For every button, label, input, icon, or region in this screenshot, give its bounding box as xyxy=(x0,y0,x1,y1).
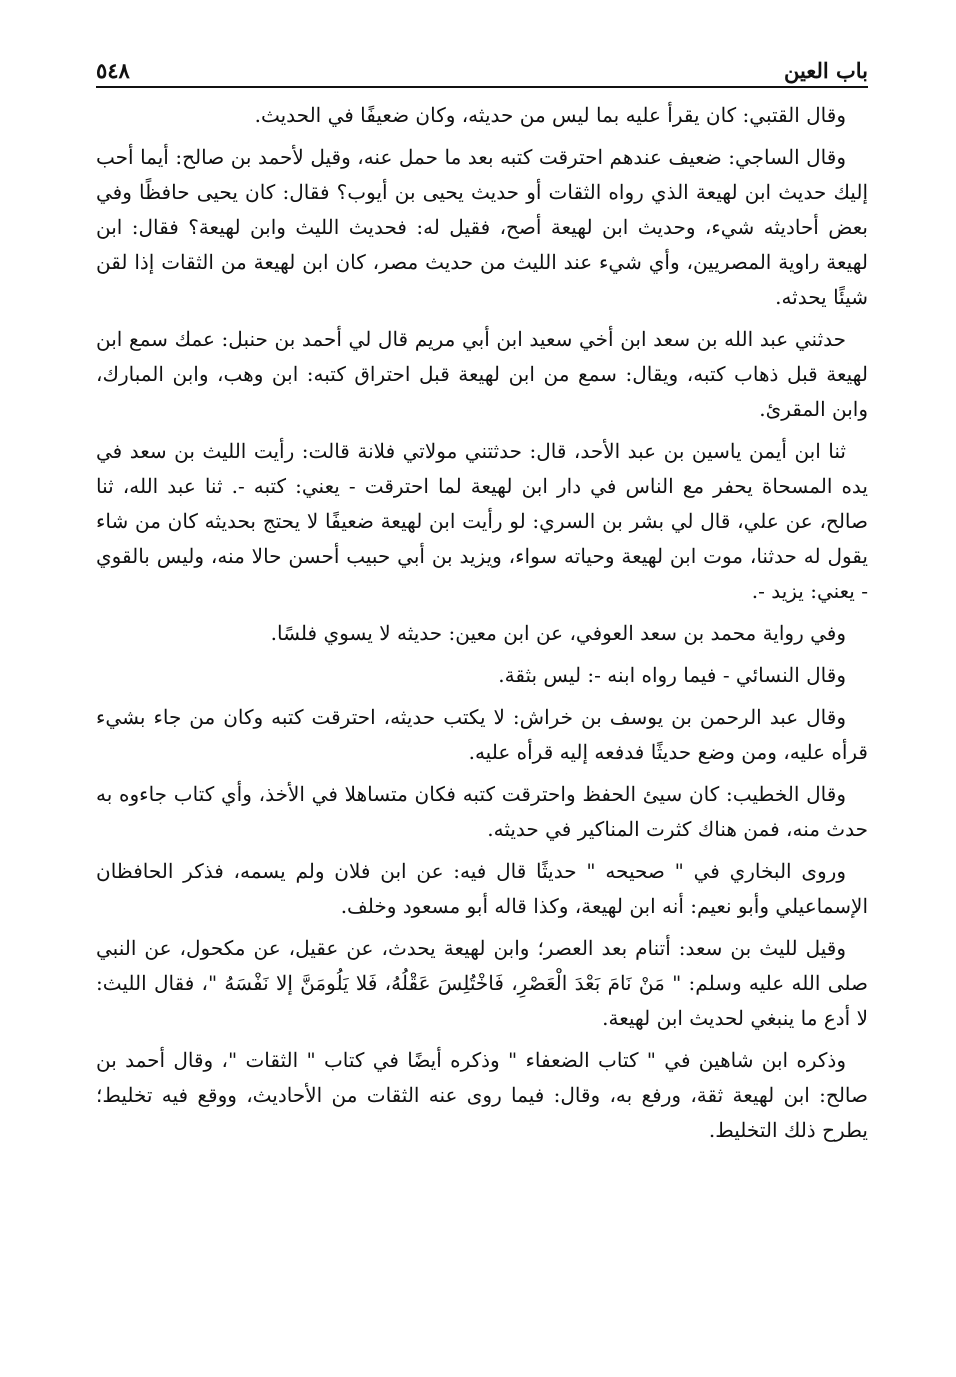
document-page xyxy=(96,56,868,1155)
paragraph: وفي رواية محمد بن سعد العوفي، عن ابن معين: حديثه لا يسوي فلسًا. xyxy=(270,621,846,645)
paragraph: وقال عبد الرحمن بن يوسف بن خراش: لا يكتب حديثه، احترقت كتبه وكان من جاء بشيء قرأه عليه، ومن وضع حديثًا فدفعه إليه قرأه عليه. xyxy=(96,705,868,764)
page-number: ٥٤٨ xyxy=(96,58,130,83)
paragraph: وقال النسائي - فيما رواه ابنه -: ليس بثقة. xyxy=(498,663,846,687)
chapter-title: باب العين xyxy=(783,58,868,83)
page-body xyxy=(96,98,868,1148)
page-header xyxy=(96,56,868,88)
paragraph: وذكره ابن شاهين في " كتاب الضعفاء " وذكره أيضًا في كتاب " الثقات "، وقال أحمد بن صالح: ابن لهيعة ثقة، ورفع به، وقال: فيما روى عنه الثقات من الأحاديث، ووقع فيه تخليط؛ يطرح ذلك التخليط. xyxy=(96,1048,868,1142)
paragraph: وقيل لليث بن سعد: أتنام بعد العصر؛ وابن لهيعة يحدث، عن عقيل، عن مكحول، عن النبي صلى الله عليه وسلم: " مَنْ نَامَ بَعْدَ الْعَصْرِ، فَاخْتُلِسَ عَقْلُهُ، فَلا يَلُومَنَّ إلا نَفْسَهُ "، فقال الليث: لا أدع ما ينبغي لحديث ابن لهيعة. xyxy=(96,936,868,1030)
paragraph: حدثني عبد الله بن سعد ابن أخي سعيد ابن أبي مريم قال لي أحمد بن حنبل: عمك سمع ابن لهيعة قبل ذهاب كتبه، ويقال: سمع من ابن لهيعة قبل احتراق كتبه: ابن وهب، وابن المبارك، وابن المقرئ. xyxy=(96,327,868,421)
paragraph: وقال القتبي: كان يقرأ عليه بما ليس من حديثه، وكان ضعيفًا في الحديث. xyxy=(254,103,846,127)
paragraph: وقال الخطيب: كان سيئ الحفظ واحترقت كتبه فكان متساهلا في الأخذ، وأي كتاب جاءوه به حدث منه، فمن هناك كثرت المناكير في حديثه. xyxy=(96,782,868,841)
paragraph: ثنا ابن أيمن ياسين بن عبد الأحد، قال: حدثتني مولاتي فلانة قالت: رأيت الليث بن سعد في يده المسحاة يحفر مع الناس في دار ابن لهيعة لما احترقت - يعني: كتبه -. ثنا عبد الله، ثنا صالح، عن علي، قال لي بشر بن السري: لو رأيت ابن لهيعة ضعيفًا لا يحتج بحديثه كان من شاء يقول له حدثنا، موت ابن لهيعة وحياته سواء، ويزيد بن أبي حبيب أحسن حالا منه، وليس بالقوي - يعني: يزيد -. xyxy=(96,439,868,603)
paragraph: وروى البخاري في " صحيحه " حديثًا قال فيه: عن ابن فلان ولم يسمه، فذكر الحافظان الإسماعيلي وأبو نعيم: أنه ابن لهيعة، وكذا قاله أبو مسعود وخلف. xyxy=(96,859,868,918)
paragraph: وقال الساجي: ضعيف عندهم احترقت كتبه بعد ما حمل عنه، وقيل لأحمد بن صالح: أيما أحب إليك حديث ابن لهيعة الذي رواه الثقات أو حديث يحيى بن أيوب؟ فقال: كان يحيى حافظًا وفي بعض أحاديثه شيء، وحديث ابن لهيعة أصح، فقيل له: فحديث الليث وابن لهيعة؟ فقال: ابن لهيعة راوية المصريين، وأي شيء عند الليث من حديث مصر، كان ابن لهيعة من الثقات إذا لقن شيئًا يحدثه. xyxy=(96,145,868,309)
